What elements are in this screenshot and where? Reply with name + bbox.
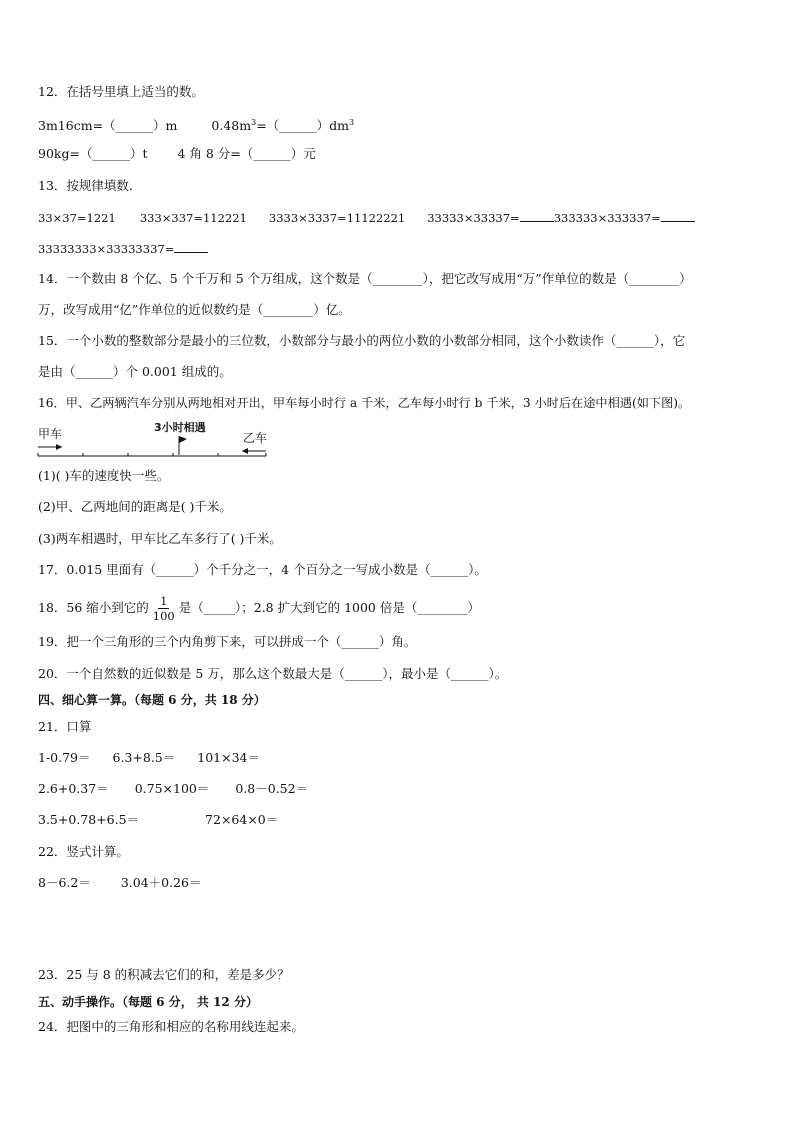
q12-item-b1: 90kg=（______）t [38, 146, 148, 161]
q21-row1 [38, 750, 260, 766]
left-arrow-head-icon [56, 444, 62, 450]
q15-line2: 是由（______）个 0.001 组成的。 [38, 364, 232, 379]
q12-item-b2: 4 角 8 分=（______）元 [177, 146, 316, 161]
q13-expr-1: 33×37=1221 [38, 211, 116, 225]
q18-fraction-den: 100 [152, 609, 175, 623]
q18-fraction [151, 594, 177, 623]
q13-row2 [38, 240, 208, 257]
q12-row2 [38, 146, 316, 162]
q24-line1: 24．把图中的三角形和相应的名称用线连起来。 [38, 1019, 304, 1034]
q13-expr-5: 333333×333337= [553, 211, 661, 225]
q19-line1: 19．把一个三角形的三个内角剪下来，可以拼成一个（______）角。 [38, 634, 417, 649]
q18-line1 [38, 590, 480, 626]
q21-expr-3-2: 72×64×0＝ [205, 812, 279, 827]
q15-line1: 15．一个小数的整数部分是最小的三位数，小数部分与最小的两位小数的小数部分相同，这个小数读作（______），它 [38, 333, 686, 348]
q17-line1: 17．0.015 里面有（______）个千分之一，4 个百分之一写成小数是（______）。 [38, 562, 487, 577]
q13-expr-3: 3333×3337=11122221 [268, 211, 406, 225]
q22-expr-1: 8－6.2＝ [38, 875, 91, 890]
q12-row1 [38, 115, 354, 134]
q16-sub1: (1)( )车的速度快一些。 [38, 468, 170, 483]
q13-expr-2: 333×337=112221 [139, 211, 247, 225]
flag-icon [179, 436, 187, 443]
q23-line1: 23．25 与 8 的积减去它们的和，差是多少？ [38, 967, 290, 982]
q22-expr-2: 3.04＋0.26＝ [120, 875, 202, 890]
q21-row2 [38, 781, 308, 797]
q16-meeting-diagram [36, 418, 272, 460]
q13-row1 [38, 209, 695, 226]
section-4-title: 四、细心算一算。（每题 6 分，共 18 分） [38, 693, 266, 707]
q12-item-a2: $0.48m^3=(\_\_\_\_\_\_)dm^3$ [211, 118, 355, 134]
q16-sub2: (2)甲、乙两地间的距离是( )千米。 [38, 499, 232, 514]
q21-expr-1-3: 101×34＝ [197, 750, 260, 765]
q21-row3 [38, 812, 278, 828]
q18-post: 是（_____）；2.8 扩大到它的 1000 倍是（________） [178, 600, 480, 615]
q21-expr-2-2: 0.75×100＝ [134, 781, 210, 796]
right-arrow-head-icon [242, 448, 248, 454]
q12-title: 12．在括号里填上适当的数。 [38, 84, 204, 99]
diagram-label-meet: 3小时相遇 [154, 421, 206, 434]
q13-blank-5[interactable] [661, 209, 695, 222]
q13-expr-6: 33333333×33333337= [38, 242, 175, 256]
q21-expr-2-1: 2.6+0.37＝ [38, 781, 109, 796]
q16-sub3: (3)两车相遇时，甲车比乙车多行了( )千米。 [38, 531, 282, 546]
q21-expr-2-3: 0.8－0.52＝ [235, 781, 309, 796]
q13-blank-4[interactable] [520, 209, 554, 222]
q18-pre: 18．56 缩小到它的 [38, 600, 149, 615]
q12-item-a1: 3m16cm=（______）m [38, 118, 178, 134]
q22-row1 [38, 875, 202, 891]
q16-line1: 16．甲、乙两辆汽车分别从两地相对开出，甲车每小时行 a 千米，乙车每小时行 b 千米，3 小时后在途中相遇(如下图)。 [38, 396, 691, 410]
q14-line2: 万，改写成用“亿”作单位的近似数约是（________）亿。 [38, 302, 351, 317]
q13-expr-4: 33333×33337= [427, 211, 520, 225]
q21-expr-1-1: 1-0.79＝ [38, 750, 91, 765]
q14-line1: 14．一个数由 8 个亿、5 个千万和 5 个万组成，这个数是（________），把它改写成用“万”作单位的数是（________） [38, 271, 692, 286]
section-5-title: 五、动手操作。（每题 6 分， 共 12 分） [38, 995, 258, 1009]
diagram-label-right: 乙车 [243, 431, 268, 445]
q21-title: 21．口算 [38, 719, 92, 734]
diagram-label-left: 甲车 [38, 427, 63, 441]
q20-line1: 20．一个自然数的近似数是 5 万，那么这个数最大是（______），最小是（______）。 [38, 666, 508, 681]
q21-expr-3-1: 3.5+0.78+6.5＝ [38, 812, 140, 827]
q13-title: 13．按规律填数． [38, 178, 142, 193]
q22-title: 22．竖式计算。 [38, 844, 129, 859]
q13-blank-6[interactable] [174, 240, 208, 253]
q18-fraction-num: 1 [160, 594, 168, 608]
q21-expr-1-2: 6.3+8.5＝ [112, 750, 176, 765]
